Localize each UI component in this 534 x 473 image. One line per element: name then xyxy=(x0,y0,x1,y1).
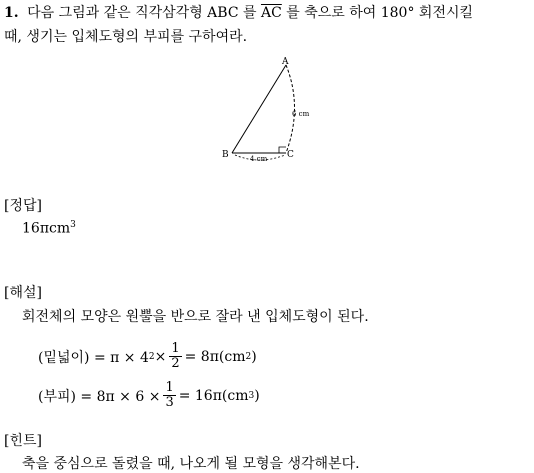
eq2-numerator: 1 xyxy=(165,380,174,395)
eq1-rhs-exp: 2 xyxy=(245,351,252,362)
right-angle-mark xyxy=(279,147,286,153)
answer-value-text: 16πcm xyxy=(22,220,71,237)
problem-text-part1: 다음 그림과 같은 직각삼각형 ABC 를 xyxy=(27,5,257,21)
eq2-rhs-exp: 3 xyxy=(248,390,255,401)
answer-heading: [정답] xyxy=(4,198,42,214)
eq1-fraction xyxy=(169,342,181,371)
eq1-lhs: (밑넓이) = π × 4 xyxy=(38,349,149,366)
eq1-numerator: 1 xyxy=(171,341,180,356)
label-a: A xyxy=(282,57,289,67)
eq1-exp: 2 xyxy=(148,351,155,362)
base-label: 4 cm xyxy=(250,155,268,163)
hint-heading: [힌트] xyxy=(4,433,42,449)
eq2-lhs: (부피) = 8π × 6 × xyxy=(38,388,161,405)
problem-number: 1. xyxy=(4,5,19,21)
label-c: C xyxy=(287,150,294,160)
hypotenuse-ab xyxy=(232,65,286,153)
triangle-figure xyxy=(215,52,320,167)
answer-value xyxy=(22,220,76,237)
hint-text: 축을 중심으로 돌렸을 때, 나오게 될 모형을 생각해본다. xyxy=(22,456,360,472)
eq2-rhs: = 16π(cm xyxy=(178,387,249,404)
eq1-mid: × xyxy=(154,348,167,365)
rotation-arc xyxy=(286,65,295,153)
height-label: 6 cm xyxy=(292,110,310,118)
eq1-denominator: 2 xyxy=(171,356,180,371)
problem-line-1 xyxy=(4,2,473,22)
explanation-heading: [해설] xyxy=(4,285,42,301)
axis-segment-ac: $\overline{AC}$ xyxy=(260,5,282,21)
label-b: B xyxy=(222,150,229,160)
eq1-rhs-end: ) xyxy=(251,348,257,365)
eq2-denominator: 3 xyxy=(165,395,174,410)
problem-line-2: 때, 생기는 입체도형의 부피를 구하여라. xyxy=(4,29,248,45)
eq1-rhs: = 8π(cm xyxy=(184,348,246,365)
equation-base-area xyxy=(38,342,257,371)
eq2-fraction xyxy=(163,381,175,410)
answer-value-exp: 3 xyxy=(70,220,76,230)
eq2-rhs-end: ) xyxy=(254,387,260,404)
problem-text-part2: 를 축으로 하여 180° 회전시킬 xyxy=(286,5,474,21)
explanation-text: 회전체의 모양은 원뿔을 반으로 잘라 낸 입체도형이 된다. xyxy=(22,309,369,325)
equation-volume xyxy=(38,381,260,410)
